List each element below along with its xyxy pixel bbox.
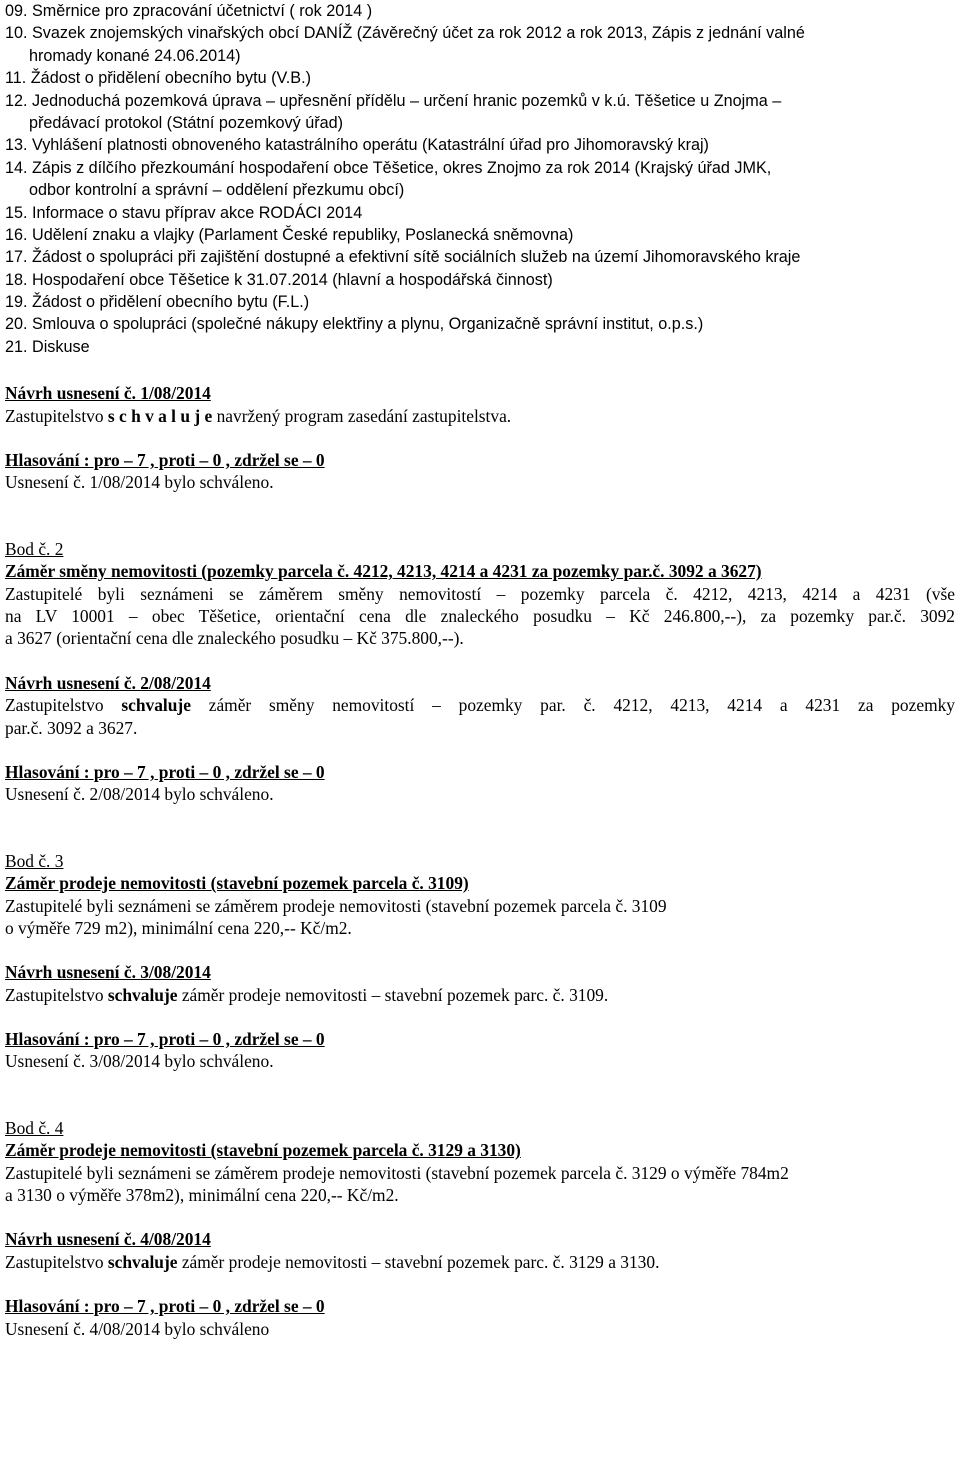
bod-number: Bod č. 3 [5,850,64,871]
item-description: a 3130 o výměře 378m2), minimální cena 220,-- Kč/m2. [5,1185,399,1206]
resolution-text: par.č. 3092 a 3627. [5,717,138,738]
resolution-heading: Návrh usnesení č. 4/08/2014 [5,1229,211,1250]
item-description: a 3627 (orientační cena dle znaleckého posudku – Kč 375.800,--). [5,628,464,649]
program-item: 21. Diskuse [5,337,90,356]
resolution-result: Usnesení č. 1/08/2014 bylo schváleno. [5,472,274,493]
document-page [5,0,955,1340]
program-item: 19. Žádost o přidělení obecního bytu (F.L.) [5,293,310,312]
vote-line: Hlasování : pro – 7 , proti – 0 , zdržel se – 0 [5,1029,325,1050]
program-item-cont: hromady konané 24.06.2014) [29,46,241,65]
item-title: Záměr prodeje nemovitosti (stavební pozemek parcela č. 3129 a 3130) [5,1140,521,1161]
program-item: 16. Udělení znaku a vlajky (Parlament České republiky, Poslanecká sněmovna) [5,225,574,244]
program-item: 13. Vyhlášení platnosti obnoveného katastrálního operátu (Katastrální úřad pro Jihomoravský kraj) [5,136,709,155]
program-item: 09. Směrnice pro zpracování účetnictví ( rok 2014 ) [5,2,373,20]
program-item: 10. Svazek znojemských vinařských obcí DANÍŽ (Závěrečný účet za rok 2012 a rok 2013, Zápis z jednání valné [5,24,805,43]
resolution-text: Zastupitelstvo schvaluje záměr prodeje nemovitosti – stavební pozemek parc. č. 3109. [5,984,609,1005]
program-item-cont: předávací protokol (Státní pozemkový úřad) [29,113,344,132]
program-item: 12. Jednoduchá pozemková úprava – upřesnění přídělu – určení hranic pozemků v k.ú. Těšetice u Znojma – [5,91,782,110]
resolution-text: Zastupitelstvo s c h v a l u j e navržený program zasedání zastupitelstva. [5,405,512,426]
vote-line: Hlasování : pro – 7 , proti – 0 , zdržel se – 0 [5,450,325,471]
item-description: Zastupitelé byli seznámeni se záměrem prodeje nemovitosti (stavební pozemek parcela č. 3109 [5,895,667,916]
agenda-item-4 [5,1117,955,1340]
program-item: 15. Informace o stavu příprav akce RODÁCI 2014 [5,203,363,222]
bod-number: Bod č. 2 [5,538,64,559]
item-description: na LV 10001 – obec Těšetice, orientační cena dle znaleckého posudku – Kč 246.800,--), za pozemky par.č. 3092 [5,605,955,626]
item-description: Zastupitelé byli seznámeni se záměrem prodeje nemovitosti (stavební pozemek parcela č. 3129 o výměře 784m2 [5,1162,789,1183]
agenda-item-2 [5,538,955,806]
agenda-item-3 [5,850,955,1073]
program-item: 11. Žádost o přidělení obecního bytu (V.B.) [5,69,311,88]
vote-line: Hlasování : pro – 7 , proti – 0 , zdržel se – 0 [5,1296,325,1317]
item-title: Záměr prodeje nemovitosti (stavební pozemek parcela č. 3109) [5,873,469,894]
item-description: Zastupitelé byli seznámeni se záměrem směny nemovitostí – pozemky parcela č. 4212, 4213, 4214 a 4231 (vše [5,583,955,604]
resolution-result: Usnesení č. 3/08/2014 bylo schváleno. [5,1051,274,1072]
resolution-heading: Návrh usnesení č. 3/08/2014 [5,962,211,983]
resolution-result: Usnesení č. 4/08/2014 bylo schváleno [5,1318,270,1339]
resolution-text: Zastupitelstvo schvaluje záměr směny nemovitostí – pozemky par. č. 4212, 4213, 4214 a 4231 za pozemky [5,695,955,716]
bod-number: Bod č. 4 [5,1117,64,1138]
resolution-text: Zastupitelstvo schvaluje záměr prodeje nemovitosti – stavební pozemek parc. č. 3129 a 3130. [5,1251,660,1272]
item-title: Záměr směny nemovitosti (pozemky parcela č. 4212, 4213, 4214 a 4231 za pozemky par.č. 3092 a 3627) [5,561,762,582]
resolution-block-1 [5,382,955,494]
program-item: 18. Hospodaření obce Těšetice k 31.07.2014 (hlavní a hospodářská činnost) [5,270,553,289]
resolution-heading: Návrh usnesení č. 1/08/2014 [5,383,211,404]
program-list [5,0,955,358]
program-item: 17. Žádost o spolupráci při zajištění dostupné a efektivní sítě sociálních služeb na území Jihomoravského kraje [5,248,801,267]
resolution-result: Usnesení č. 2/08/2014 bylo schváleno. [5,784,274,805]
item-description: o výměře 729 m2), minimální cena 220,-- Kč/m2. [5,917,352,938]
resolution-heading: Návrh usnesení č. 2/08/2014 [5,672,211,693]
program-item: 20. Smlouva o spolupráci (společné nákupy elektřiny a plynu, Organizačně správní institut, o.p.s.) [5,315,704,334]
program-item-cont: odbor kontrolní a správní – oddělení přezkumu obcí) [29,181,405,200]
vote-line: Hlasování : pro – 7 , proti – 0 , zdržel se – 0 [5,761,325,782]
program-item: 14. Zápis z dílčího přezkoumání hospodaření obce Těšetice, okres Znojmo za rok 2014 (Krajský úřad JMK, [5,158,772,177]
